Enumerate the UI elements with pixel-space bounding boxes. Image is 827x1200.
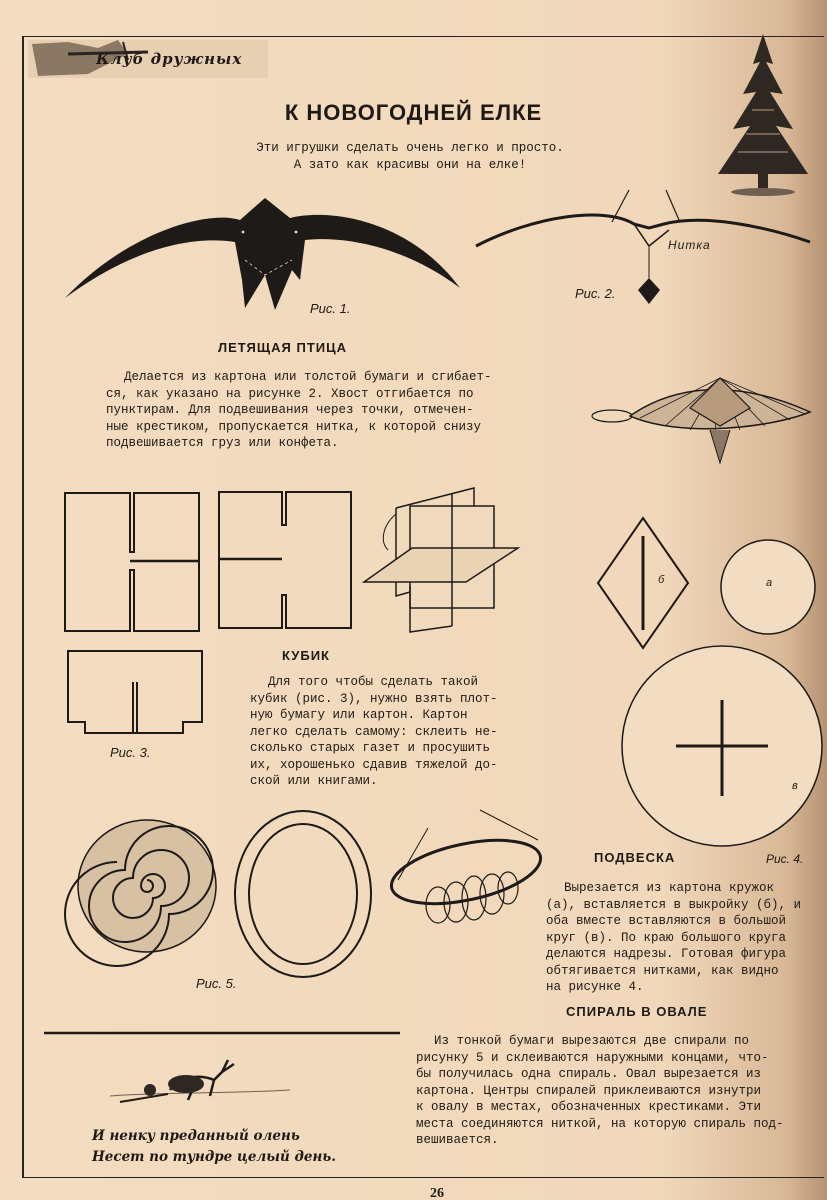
text-line: вешивается.	[416, 1133, 499, 1147]
paper-spiral-piece	[76, 818, 218, 954]
thread-label: Нитка	[668, 238, 711, 252]
cube-piece-1	[64, 492, 200, 632]
spiral-in-oval-illustration	[388, 810, 548, 940]
text-line: места соединяются ниткой, на которую спираль под-	[416, 1116, 784, 1131]
text-line: к овалу в местах, обозначенных крестиками. Эти	[416, 1100, 762, 1114]
cube-assembled-diagram	[362, 486, 522, 636]
cube-piece-3	[67, 650, 205, 734]
fig5-caption: Рис. 5.	[196, 976, 237, 991]
pendant-large-circle	[620, 644, 824, 848]
bird-side-view-diagram	[474, 186, 814, 311]
text-line: на рисунке 4.	[546, 980, 644, 994]
text-line: сколько старых газет и просушить	[250, 741, 491, 755]
reindeer-sled-illustration	[110, 1050, 290, 1120]
fig3-caption: Рис. 3.	[110, 745, 151, 760]
text-line: Вырезается из картона кружок	[564, 881, 775, 895]
cube-piece-2	[218, 491, 352, 629]
text-line: рисунку 5 и склеиваются наружными концами, что-	[416, 1050, 769, 1065]
club-title: Клуб дружных	[96, 50, 243, 68]
fig2-caption: Рис. 2.	[575, 286, 616, 301]
text-line: Для того чтобы сделать такой	[268, 675, 479, 689]
text-line: картона. Центры спиралей приклеиваются изнутри	[416, 1083, 762, 1098]
bird-text	[106, 369, 504, 452]
spiral-heading: СПИРАЛЬ В ОВАЛЕ	[566, 1004, 708, 1019]
page-number: 26	[430, 1186, 444, 1200]
divider-line	[44, 1030, 400, 1036]
text-line: ся, как указано на рисунке 2. Хвост отгибается по	[106, 386, 474, 401]
text-line: их, хорошенько сдавив тяжелой до-	[250, 757, 498, 772]
fig1-caption: Рис. 1.	[310, 301, 351, 316]
flying-bird-silhouette	[60, 190, 470, 315]
text-line: оба вместе вставляются в большой	[546, 914, 787, 928]
text-line: (а), вставляется в выкройку (б), и	[546, 897, 802, 912]
label-v: в	[792, 780, 798, 792]
poem	[92, 1126, 336, 1168]
text-line: делаются надрезы. Готовая фигура	[546, 947, 787, 961]
cube-text	[250, 674, 516, 790]
label-b: б	[658, 574, 665, 586]
intro-line: Эти игрушки сделать очень легко и просто.	[256, 141, 564, 155]
pendant-diamond-piece	[596, 516, 690, 650]
bird-heading: ЛЕТЯЩАЯ ПТИЦА	[218, 340, 348, 355]
text-line: обтягивается нитками, как видно	[546, 963, 779, 978]
article-title: К НОВОГОДНЕЙ ЕЛКЕ	[284, 100, 543, 125]
text-line: подвешивается груз или конфета.	[106, 436, 339, 450]
text-line: круг (в). По краю большого круга	[546, 930, 787, 945]
text-line: Из тонкой бумаги вырезаются две спирали по	[434, 1034, 750, 1048]
text-line: ную бумагу или картон. Картон	[250, 708, 468, 722]
pendant-finished-illustration	[590, 368, 815, 468]
oval-frame-piece	[232, 808, 374, 980]
text-line: бы получилась одна спираль. Овал вырезается из	[416, 1067, 762, 1081]
text-line: ные крестиком, пропускается нитка, к которой снизу	[106, 419, 482, 434]
fig4-caption: Рис. 4.	[766, 852, 804, 866]
spiral-text	[416, 1033, 812, 1149]
label-a: а	[766, 577, 773, 589]
text-line: ской или книгами.	[250, 774, 378, 788]
text-line: легко сделать самому: склеить не-	[250, 724, 498, 739]
intro-line: А зато как красивы они на елке!	[293, 158, 527, 172]
article-intro	[180, 140, 640, 174]
pendant-heading: ПОДВЕСКА	[594, 850, 676, 865]
pendant-text	[546, 880, 812, 996]
text-line: кубик (рис. 3), нужно взять плот-	[250, 691, 498, 706]
poem-line: И ненку преданный олень	[92, 1128, 300, 1144]
cube-heading: КУБИК	[282, 648, 330, 663]
text-line: Делается из картона или толстой бумаги и сгибает-	[124, 370, 492, 384]
poem-line: Несет по тундре целый день.	[92, 1149, 336, 1165]
text-line: пунктирам. Для подвешивания через точки, отмечен-	[106, 403, 474, 417]
